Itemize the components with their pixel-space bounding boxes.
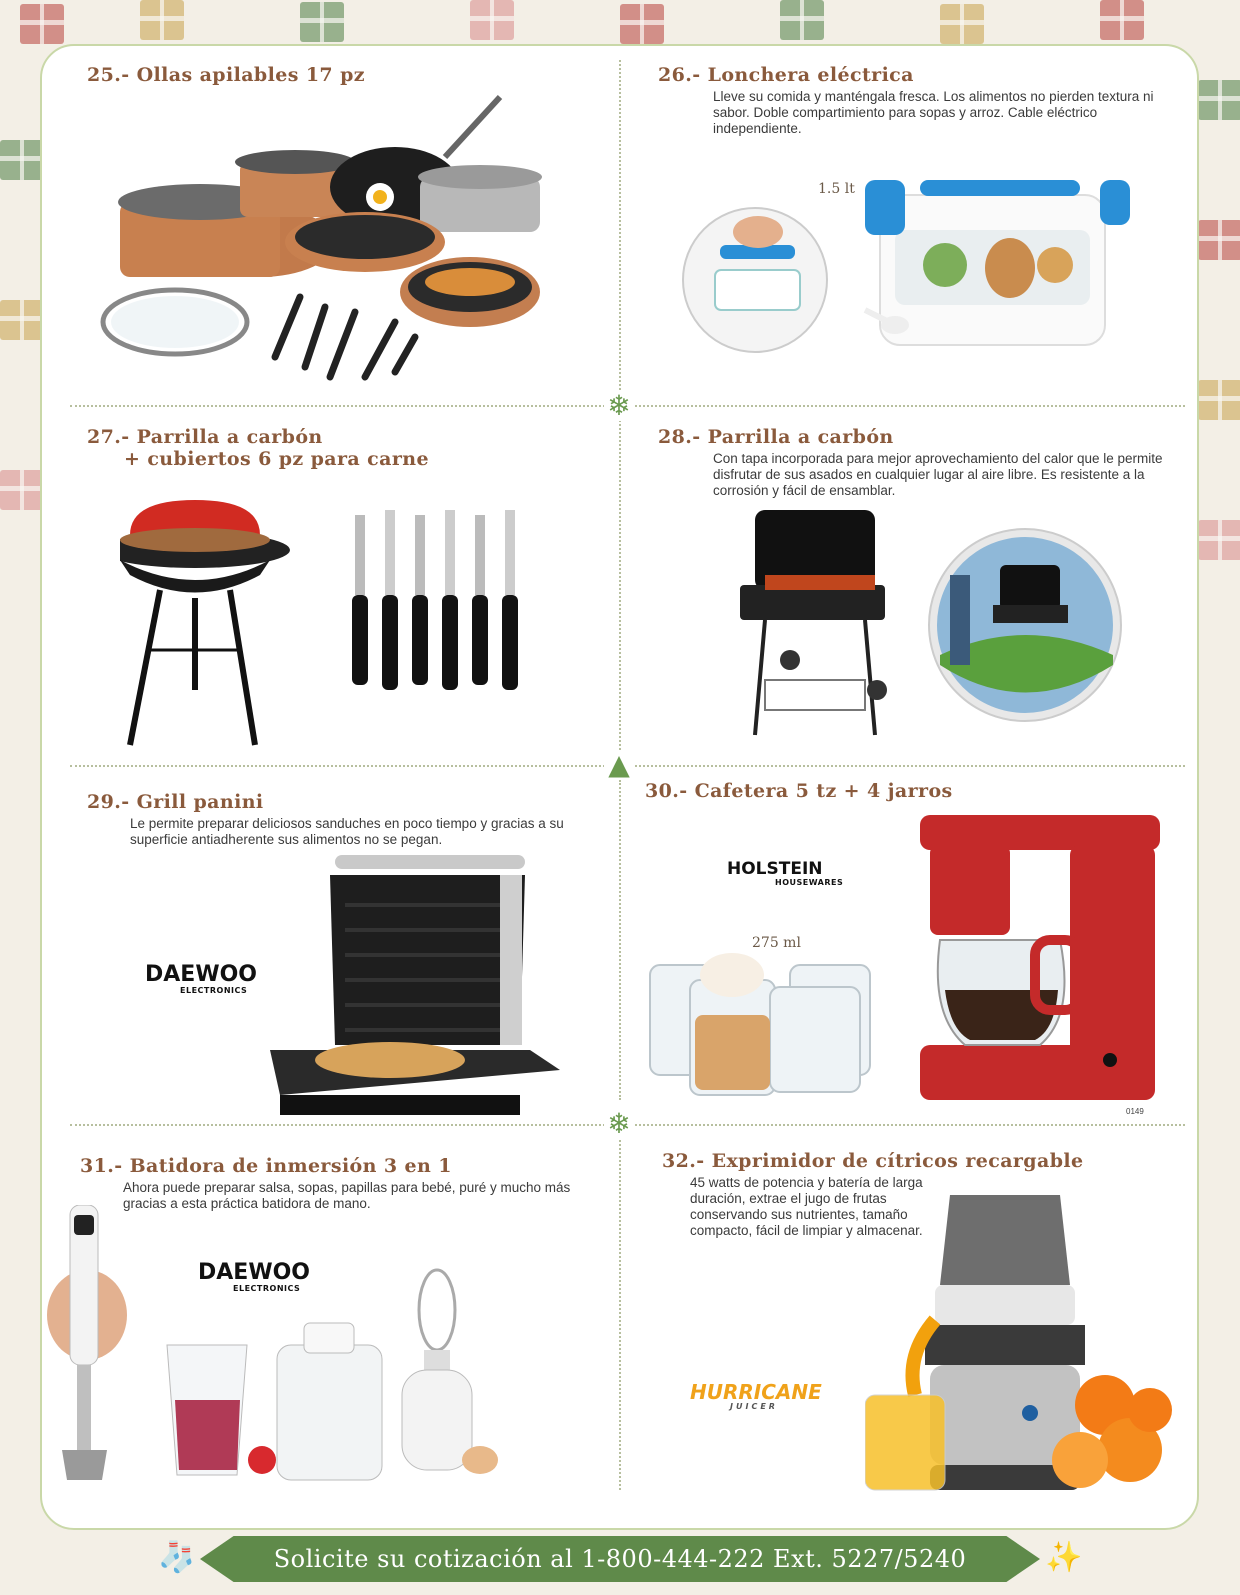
product-26-title: 26.- Lonchera eléctrica <box>658 64 914 86</box>
star-wand-icon: ✨ <box>1045 1540 1083 1575</box>
hurricane-juicer-logo: HURRICANE JUICER <box>690 1380 822 1411</box>
product-25-title: 25.- Ollas apilables 17 pz <box>87 64 365 86</box>
holstein-logo: HOLSTEIN HOUSEWARES <box>727 859 844 887</box>
column-divider <box>619 60 621 390</box>
product-30-capacity: 275 ml <box>752 935 801 951</box>
daewoo-logo: DAEWOO ELECTRONICS <box>198 1260 310 1293</box>
coffee-maker-and-mugs-image <box>630 815 1175 1110</box>
footer-quote-text: Solicite su cotización al 1-800-444-222 Ext. 5227/5240 <box>273 1545 967 1573</box>
column-divider <box>619 420 621 750</box>
column-divider <box>619 1140 621 1490</box>
product-26-capacity: 1.5 lt <box>818 181 855 197</box>
product-31-title: 31.- Batidora de inmersión 3 en 1 <box>80 1155 452 1177</box>
tree-icon: ▲ <box>604 750 634 780</box>
column-divider <box>619 780 621 1100</box>
product-28-title: 28.- Parrilla a carbón <box>658 426 894 448</box>
cookware-set-image <box>65 92 545 387</box>
charcoal-grill-and-cutlery-image <box>120 480 550 755</box>
product-27-title-line2: + cubiertos 6 pz para carne <box>124 448 429 470</box>
footer-banner <box>158 1532 1083 1584</box>
product-code: 0149 <box>1126 1107 1144 1116</box>
product-26-description: Lleve su comida y manténgala fresca. Los alimentos no pierden textura ni sabor. Doble compartimiento para sopas y arroz. Cable eléctrico independiente. <box>713 89 1154 136</box>
citrus-juicer-image <box>865 1195 1180 1505</box>
product-31-description: Ahora puede preparar salsa, sopas, papillas para bebé, puré y mucho más gracias a esta práctica batidora de mano. <box>123 1180 571 1211</box>
product-29-description: Le permite preparar deliciosos sanduches en poco tiempo y gracias a su superficie antiadherente sus alimentos no se pegan. <box>130 816 564 847</box>
product-27-title: 27.- Parrilla a carbón <box>87 426 323 448</box>
covered-grill-image <box>735 505 1130 755</box>
snowflake-icon: ❄ <box>604 391 634 421</box>
snowflake-icon: ❄ <box>604 1109 634 1139</box>
electric-lunchbox-image <box>680 150 1150 390</box>
product-28-description: Con tapa incorporada para mejor aprovechamiento del calor que le permite disfrutar de sus asados en cualquier lugar al aire libre. Es resistente a la corrosión y fácil de ensamblar. <box>713 451 1163 498</box>
daewoo-logo: DAEWOO ELECTRONICS <box>145 962 257 995</box>
product-30-title: 30.- Cafetera 5 tz + 4 jarros <box>645 780 953 802</box>
product-29-title: 29.- Grill panini <box>87 791 264 813</box>
product-32-title: 32.- Exprimidor de cítricos recargable <box>662 1150 1084 1172</box>
immersion-blender-set-image <box>42 1205 522 1500</box>
product-32-description: 45 watts de potencia y batería de larga duración, extrae el jugo de frutas conservando sus nutrientes, tamaño compacto, fácil de limpiar y almacenar. <box>690 1175 923 1238</box>
panini-grill-image <box>270 855 570 1135</box>
stocking-icon: 🧦 <box>158 1540 196 1575</box>
